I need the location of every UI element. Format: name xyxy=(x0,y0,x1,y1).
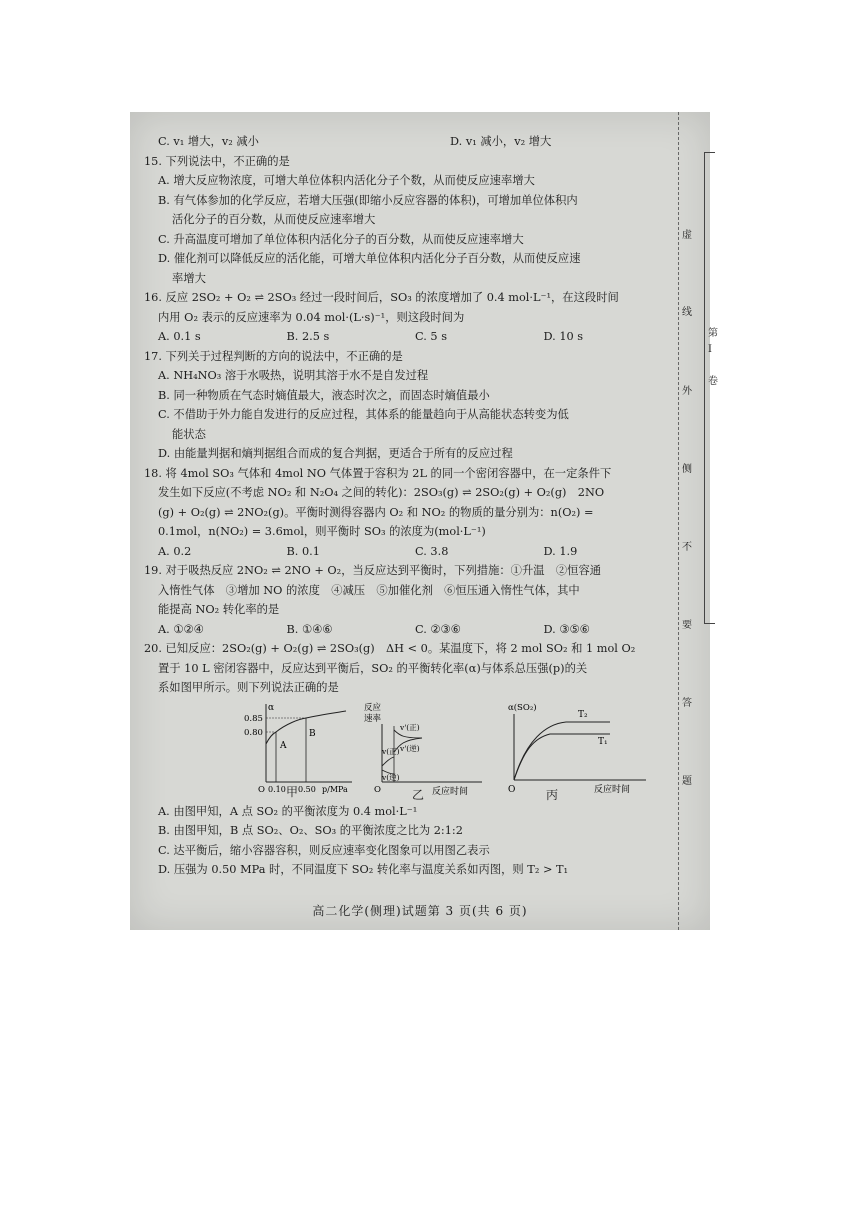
margin-char-7: 答 xyxy=(682,698,692,709)
q18-stem-3: (g) + O₂(g) ⇌ 2NO₂(g)。平衡时测得容器内 O₂ 和 NO₂ 的物质的量分别为：n(O₂) = xyxy=(158,505,594,519)
q19-stem-2: 入惰性气体 ③增加 NO 的浓度 ④减压 ⑤加催化剂 ⑥恒压通入惰性气体，其中 xyxy=(158,583,580,597)
q18-stem-1: 18. 将 4mol SO₃ 气体和 4mol NO 气体置于容积为 2L 的同一个密闭容器中，在一定条件下 xyxy=(144,466,612,480)
q14-option-c: C. v₁ 增大，v₂ 减小 xyxy=(158,135,259,148)
q15-option-d: D. 催化剂可以降低反应的活化能，可增大单位体积内活化分子百分数，从而使反应速 xyxy=(158,252,581,265)
yi-label-v-prime-zheng: v'(正) xyxy=(400,722,420,732)
q19-choice-d: D. ③⑤⑥ xyxy=(543,622,590,636)
question-18 xyxy=(144,464,672,562)
figure-jia xyxy=(244,700,354,800)
question-19 xyxy=(144,561,672,639)
question-15 xyxy=(144,152,672,289)
q20-option-d: D. 压强为 0.50 MPa 时，不同温度下 SO₂ 转化率与温度关系如丙图，则 T₂ > T₁ xyxy=(158,863,569,876)
q17-option-d: D. 由能量判据和熵判据组合而成的复合判据，更适合于所有的反应过程 xyxy=(158,447,513,460)
binding-dashed-line xyxy=(678,112,679,930)
margin-char-8: 题 xyxy=(682,776,692,787)
q16-choice-c: C. 5 s xyxy=(415,330,447,343)
yi-y-axis-label-2: 速率 xyxy=(364,713,382,724)
q18-choice-a: A. 0.2 xyxy=(158,544,192,558)
q18-stem-4: 0.1mol，n(NO₂) = 3.6mol，则平衡时 SO₃ 的浓度为(mol·L⁻¹) xyxy=(158,525,486,538)
q15-option-c: C. 升高温度可增加了单位体积内活化分子的百分数，从而使反应速率增大 xyxy=(158,232,524,246)
q15-option-b: B. 有气体参加的化学反应，若增大压强(即缩小反应容器的体积)，可增加单位体积内 xyxy=(158,193,578,207)
figure-yi xyxy=(362,700,492,800)
q18-choice-c: C. 3.8 xyxy=(415,544,449,558)
bing-x-axis-label: 反应时间 xyxy=(594,784,631,795)
question-16 xyxy=(144,288,672,347)
jia-x-tick-010: 0.10 xyxy=(268,784,286,794)
right-edge-box xyxy=(704,152,715,624)
q15-stem: 15. 下列说法中，不正确的是 xyxy=(144,154,290,168)
q17-option-a: A. NH₄NO₃ 溶于水吸热，说明其溶于水不是自发过程 xyxy=(158,369,429,382)
margin-char-2: 线 xyxy=(682,307,692,318)
margin-char-6: 要 xyxy=(682,620,692,631)
q15-option-d-cont: 率增大 xyxy=(172,271,206,285)
yi-y-axis-label-1: 反应 xyxy=(364,702,382,713)
q19-stem-3: 能提高 NO₂ 转化率的是 xyxy=(158,603,280,616)
margin-char-1: 虚 xyxy=(682,230,692,241)
figure-bing-caption: 丙 xyxy=(546,787,559,802)
q19-choices xyxy=(144,620,672,640)
jia-y-axis-label: α xyxy=(268,702,275,713)
q16-choice-d: D. 10 s xyxy=(543,330,584,343)
q19-choice-c: C. ②③⑥ xyxy=(415,622,461,636)
yi-origin: O xyxy=(374,784,381,795)
jia-point-b: B xyxy=(309,728,316,739)
margin-char-4: 侧 xyxy=(682,464,692,475)
q17-stem: 17. 下列关于过程判断的方向的说法中，不正确的是 xyxy=(144,349,403,363)
edge-char-3: 卷 xyxy=(708,376,718,387)
q17-option-c-cont: 能状态 xyxy=(172,427,206,441)
bing-y-axis-label: α(SO₂) xyxy=(508,702,537,713)
jia-point-a: A xyxy=(280,740,287,751)
exam-page xyxy=(130,112,718,930)
jia-origin: O xyxy=(258,784,265,795)
q16-stem-1: 16. 反应 2SO₂ + O₂ ⇌ 2SO₃ 经过一段时间后，SO₃ 的浓度增加了 0.4 mol·L⁻¹，在这段时间 xyxy=(144,291,619,304)
bing-origin: O xyxy=(508,784,516,795)
margin-char-3: 外 xyxy=(682,386,692,397)
jia-y-tick-080: 0.80 xyxy=(244,727,263,738)
jia-x-tick-050: 0.50 xyxy=(298,784,316,794)
bing-label-t2: T₂ xyxy=(578,709,588,720)
jia-x-axis-label: p/MPa xyxy=(322,784,348,794)
edge-char-1: 第 xyxy=(708,328,718,339)
jia-y-tick-085: 0.85 xyxy=(244,713,263,724)
q20-figures xyxy=(144,700,672,800)
q17-option-b: B. 同一种物质在气态时熵值最大，液态时次之，而固态时熵值最小 xyxy=(158,388,490,402)
figure-yi-caption: 乙 xyxy=(412,787,425,802)
q18-choice-b: B. 0.1 xyxy=(286,544,320,558)
q19-choice-a: A. ①②④ xyxy=(158,622,204,636)
yi-x-axis-label: 反应时间 xyxy=(432,786,469,797)
q16-choices xyxy=(144,327,672,347)
bing-label-t1: T₁ xyxy=(598,736,608,747)
yi-label-v-ni: v(逆) xyxy=(382,772,400,782)
question-17 xyxy=(144,347,672,464)
q20-stem-2: 置于 10 L 密闭容器中，反应达到平衡后，SO₂ 的平衡转化率(α)与体系总压强(p)的关 xyxy=(158,661,588,675)
q18-choice-d: D. 1.9 xyxy=(543,544,578,558)
q18-choices xyxy=(144,542,672,562)
exam-content xyxy=(144,132,672,880)
q14-option-d: D. v₁ 减小，v₂ 增大 xyxy=(450,135,552,148)
q15-option-b-cont: 活化分子的百分数，从而使反应速率增大 xyxy=(172,213,376,226)
q17-option-c: C. 不借助于外力能自发进行的反应过程，其体系的能量趋向于从高能状态转变为低 xyxy=(158,408,569,421)
yi-label-v-prime-ni: v'(逆) xyxy=(400,743,420,753)
page-footer: 高二化学(侧理)试题第 3 页(共 6 页) xyxy=(312,904,528,918)
figure-bing xyxy=(506,700,656,800)
q20-stem-3: 系如图甲所示。则下列说法正确的是 xyxy=(158,681,339,694)
q20-option-a: A. 由图甲知，A 点 SO₂ 的平衡浓度为 0.4 mol·L⁻¹ xyxy=(158,804,418,818)
q16-stem-2: 内用 O₂ 表示的反应速率为 0.04 mol·(L·s)⁻¹，则这段时间为 xyxy=(158,310,465,324)
q20-option-b: B. 由图甲知，B 点 SO₂、O₂、SO₃ 的平衡浓度之比为 2:1:2 xyxy=(158,824,463,837)
margin-char-5: 不 xyxy=(682,542,692,553)
q19-choice-b: B. ①④⑥ xyxy=(286,622,333,636)
q16-choice-b: B. 2.5 s xyxy=(286,330,330,343)
binding-margin xyxy=(678,112,718,930)
q20-stem-1: 20. 已知反应：2SO₂(g) + O₂(g) ⇌ 2SO₃(g) ΔH < 0。某温度下，将 2 mol SO₂ 和 1 mol O₂ xyxy=(144,642,636,655)
q15-option-a: A. 增大反应物浓度，可增大单位体积内活化分子个数，从而使反应速率增大 xyxy=(158,174,535,187)
q16-choice-a: A. 0.1 s xyxy=(158,330,201,343)
edge-char-2: I xyxy=(708,344,712,355)
q14-tail-options xyxy=(144,132,672,152)
figure-jia-caption: 甲 xyxy=(286,784,299,799)
q20-option-c: C. 达平衡后，缩小容器容积，则反应速率变化图象可以用图乙表示 xyxy=(158,843,490,857)
q19-stem-1: 19. 对于吸热反应 2NO₂ ⇌ 2NO + O₂，当反应达到平衡时，下列措施：①升温 ②恒容通 xyxy=(144,564,602,577)
question-20 xyxy=(144,639,672,880)
q18-stem-2: 发生如下反应(不考虑 NO₂ 和 N₂O₄ 之间的转化)：2SO₃(g) ⇌ 2SO₂(g) + O₂(g) 2NO xyxy=(158,486,605,499)
yi-label-v-zheng: v(正) xyxy=(382,746,400,756)
